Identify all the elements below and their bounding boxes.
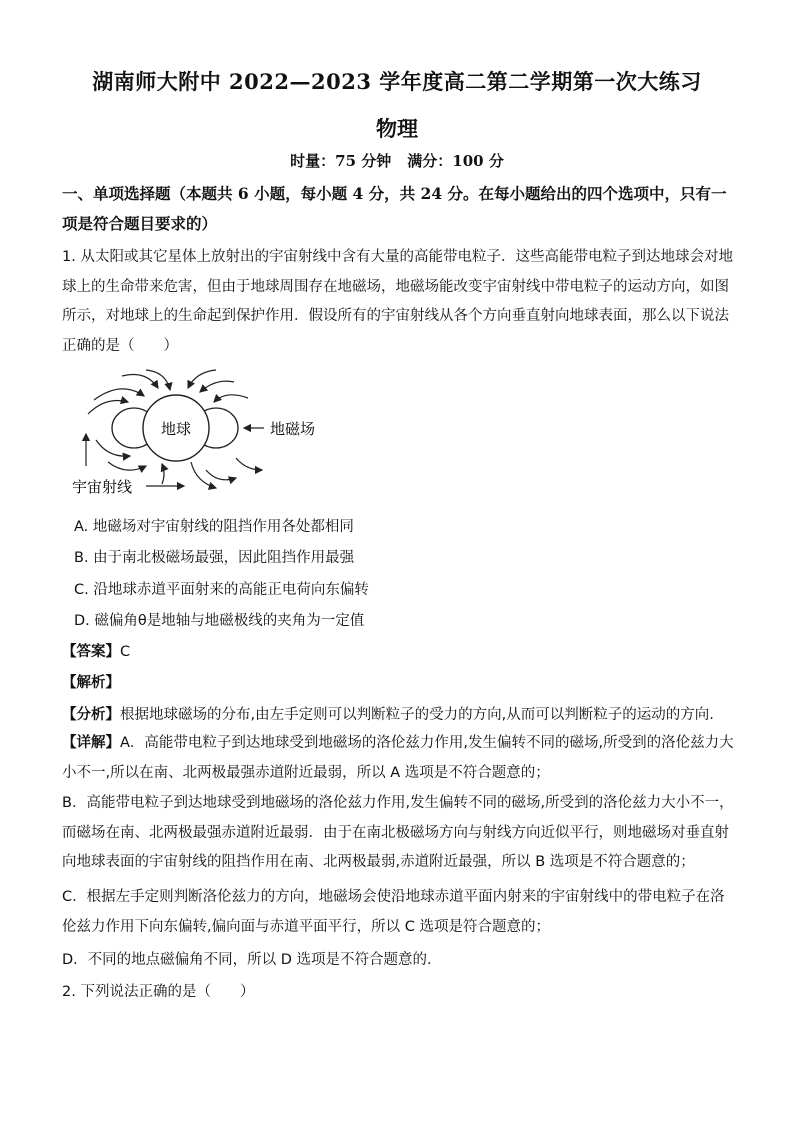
option-c: C. 沿地球赤道平面射来的高能正电荷向东偏转: [74, 582, 369, 598]
xiangjie-d: D．不同的地点磁偏角不同，所以 D 选项是不符合题意的．: [62, 952, 442, 968]
cosmic-ray-label: 宇宙射线: [72, 478, 133, 496]
paper-title: 湖南师大附中 2022—2023 学年度高二第二学期第一次大练习: [92, 69, 702, 94]
question-2-stem: 2. 下列说法正确的是（ ）: [62, 984, 255, 1000]
answer-line: [62, 640, 130, 661]
analysis-heading: [62, 671, 120, 692]
time-limit: 时量：75 分钟: [290, 152, 392, 170]
xiangjie-a: [62, 729, 734, 788]
full-score: 满分：100 分: [407, 152, 504, 170]
fenxi-text: 根据地球磁场的分布,由左手定则可以判断粒子的受力的方向,从而可以判断粒子的运动的方向.: [120, 707, 714, 723]
option-b: B. 由于南北极磁场最强，因此阻挡作用最强: [74, 550, 355, 566]
fenxi-line: [62, 703, 714, 724]
earth-magnetic-field-figure: [66, 366, 366, 506]
option-d: D. 磁偏角θ是地轴与地磁极线的夹角为一定值: [74, 613, 365, 629]
question-1-stem: 1. 从太阳或其它星体上放射出的宇宙射线中含有大量的高能带电粒子．这些高能带电粒子到达地球会对地球上的生命带来危害，但由于地球周围存在地磁场，地磁场能改变宇宙射线中带电粒子的运动方向，如图所示，对地球上的生命起到保护作用．假设所有的宇宙射线从各个方向垂直射向地球表面，那么以下说法正确的是（ ）: [62, 249, 733, 354]
xiangjie-c: C．根据左手定则判断洛伦兹力的方向，地磁场会使沿地球赤道平面内射来的宇宙射线中的带电粒子在洛伦兹力作用下向东偏转,偏向面与赤道平面平行，所以 C 选项是符合题意的；: [62, 889, 725, 935]
analysis-tag: 【解析】: [62, 675, 120, 691]
earth-label: 地球: [160, 420, 192, 438]
xiangjie-b: B．高能带电粒子到达地球受到地磁场的洛伦兹力作用,发生偏转不同的磁场,所受到的洛伦兹力大小不一，而磁场在南、北两极最强赤道附近最弱．由于在南北极磁场方向与射线方向近似平行，则地磁场对垂直射向地球表面的宇宙射线的阻挡作用在南、北两极最弱,赤道附近最强，所以 B 选项是不符合题意的；: [62, 795, 734, 870]
field-label: 地磁场: [270, 420, 316, 438]
xiangjie-a-text: A．高能带电粒子到达地球受到地磁场的洛伦兹力作用,发生偏转不同的磁场,所受到的洛伦兹力大小不一,所以在南、北两极最强赤道附近最弱，所以 A 选项是不符合题意的；: [62, 735, 734, 781]
section-heading: 一、单项选择题（本题共 6 小题，每小题 4 分，共 24 分。在每小题给出的四个选项中，只有一项是符合题目要求的）: [62, 184, 727, 233]
answer-tag: 【答案】: [62, 644, 120, 660]
option-a: A. 地磁场对宇宙射线的阻挡作用各处都相同: [74, 519, 354, 535]
exam-meta: [0, 150, 794, 171]
fenxi-tag: 【分析】: [62, 707, 120, 723]
answer-value: C: [120, 644, 131, 660]
subject-title: 物理: [376, 116, 418, 141]
xiangjie-tag: 【详解】: [62, 735, 120, 751]
